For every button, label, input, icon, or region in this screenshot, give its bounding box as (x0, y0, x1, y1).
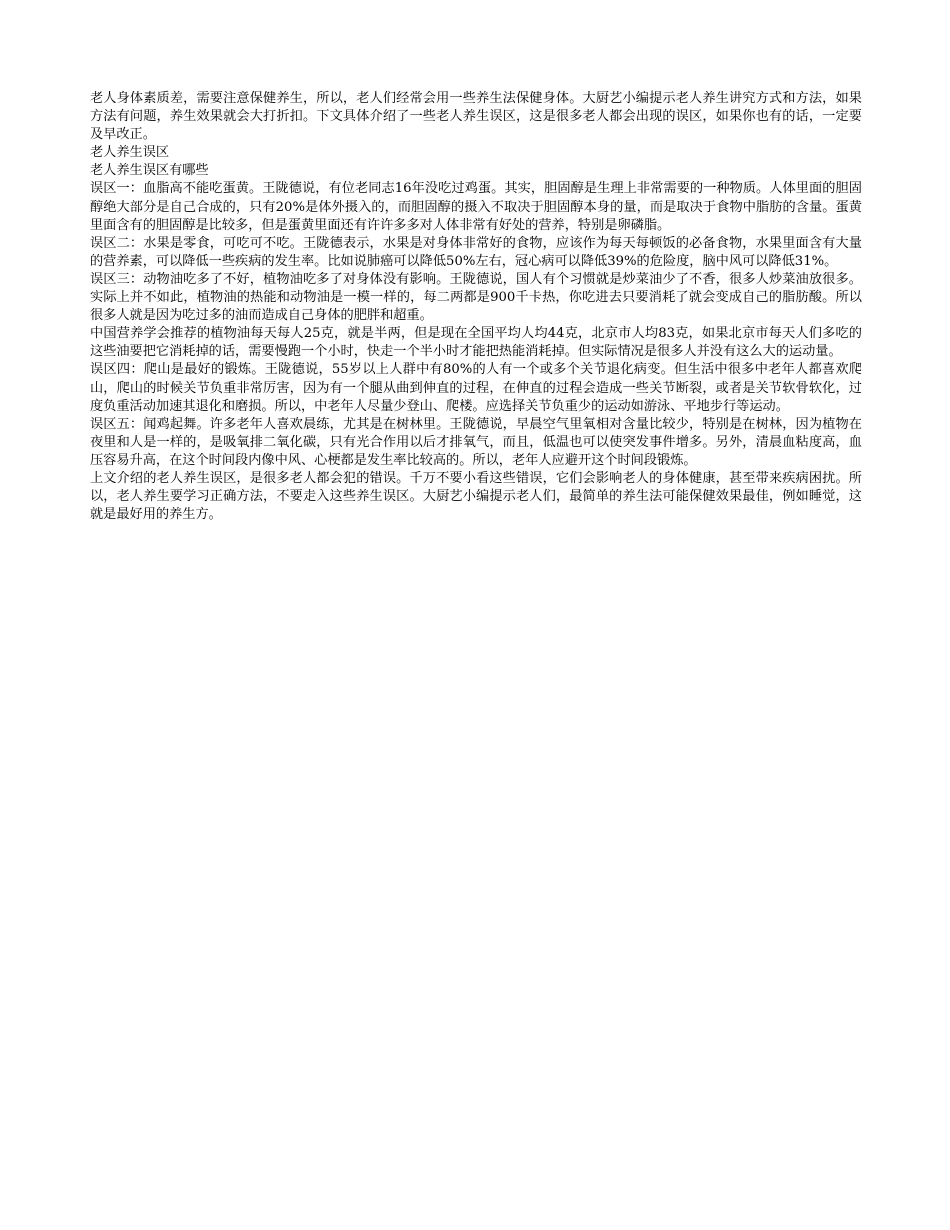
section-heading: 老人养生误区 (90, 145, 170, 161)
section-subheading: 老人养生误区有哪些 (90, 163, 209, 179)
myth-two-paragraph: 误区二：水果是零食，可吃可不吃。王陇德表示，水果是对身体非常好的食物，应该作为每天每顿饭的必备食物，水果里面含有大量的营养素，可以降低一些疾病的发生率。比如说肺癌可以降低50%左右，冠心病可以降低39%的危险度，脑中风可以降低31%。 (90, 235, 862, 269)
conclusion-paragraph: 上文介绍的老人养生误区，是很多老人都会犯的错误。千万不要小看这些错误，它们会影响老人的身体健康，甚至带来疾病困扰。所以，老人养生要学习正确方法，不要走入这些养生误区。大厨艺小编提示老人们，最简单的养生法可能保健效果最佳，例如睡觉，这就是最好用的养生方。 (90, 470, 862, 523)
myth-three-paragraph: 误区三：动物油吃多了不好，植物油吃多了对身体没有影响。王陇德说，国人有个习惯就是炒菜油少了不香，很多人炒菜油放很多。实际上并不如此，植物油的热能和动物油是一模一样的，每二两都是900千卡热，你吃进去只要消耗了就会变成自己的脂肪酸。所以很多人就是因为吃过多的油而造成自己身体的肥胖和超重。 (90, 271, 862, 324)
myth-four-paragraph: 误区四：爬山是最好的锻炼。王陇德说，55岁以上人群中有80%的人有一个或多个关节退化病变。但生活中很多中老年人都喜欢爬山，爬山的时候关节负重非常厉害，因为有一个腿从曲到伸直的过程，在伸直的过程会造成一些关节断裂，或者是关节软骨软化，过度负重活动加速其退化和磨损。所以，中老年人尽量少登山、爬楼。应选择关节负重少的运动如游泳、平地步行等运动。 (90, 362, 862, 414)
intro-paragraph: 老人身体素质差，需要注意保健养生，所以，老人们经常会用一些养生法保健身体。大厨艺小编提示老人养生讲究方式和方法，如果方法有问题，养生效果就会大打折扣。下文具体介绍了一些老人养生误区，这是很多老人都会出现的误区，如果你也有的话，一定要及早改正。 (90, 91, 862, 143)
article-body (90, 90, 862, 524)
myth-one-paragraph: 误区一：血脂高不能吃蛋黄。王陇德说，有位老同志16年没吃过鸡蛋。其实，胆固醇是生理上非常需要的一种物质。人体里面的胆固醇绝大部分是自己合成的，只有20%是体外摄入的，而胆固醇的摄入不取决于胆固醇本身的量，而是取决于食物中脂肪的含量。蛋黄里面含有的胆固醇是比较多，但是蛋黄里面还有许许多多对人体非常有好处的营养，特别是卵磷脂。 (90, 181, 862, 233)
oil-recommendation-paragraph: 中国营养学会推荐的植物油每天每人25克，就是半两，但是现在全国平均人均44克，北京市人均83克，如果北京市每天人们多吃的这些油要把它消耗掉的话，需要慢跑一个小时，快走一个半小时才能把热能消耗掉。但实际情况是很多人并没有这么大的运动量。 (90, 326, 862, 360)
myth-five-paragraph: 误区五：闻鸡起舞。许多老年人喜欢晨练，尤其是在树林里。王陇德说，早晨空气里氧相对含量比较少，特别是在树林，因为植物在夜里和人是一样的，是吸氧排二氧化碳，只有光合作用以后才排氧气，而且，低温也可以使突发事件增多。另外，清晨血粘度高，血压容易升高，在这个时间段内像中风、心梗都是发生率比较高的。所以，老年人应避开这个时间段锻炼。 (90, 416, 862, 468)
